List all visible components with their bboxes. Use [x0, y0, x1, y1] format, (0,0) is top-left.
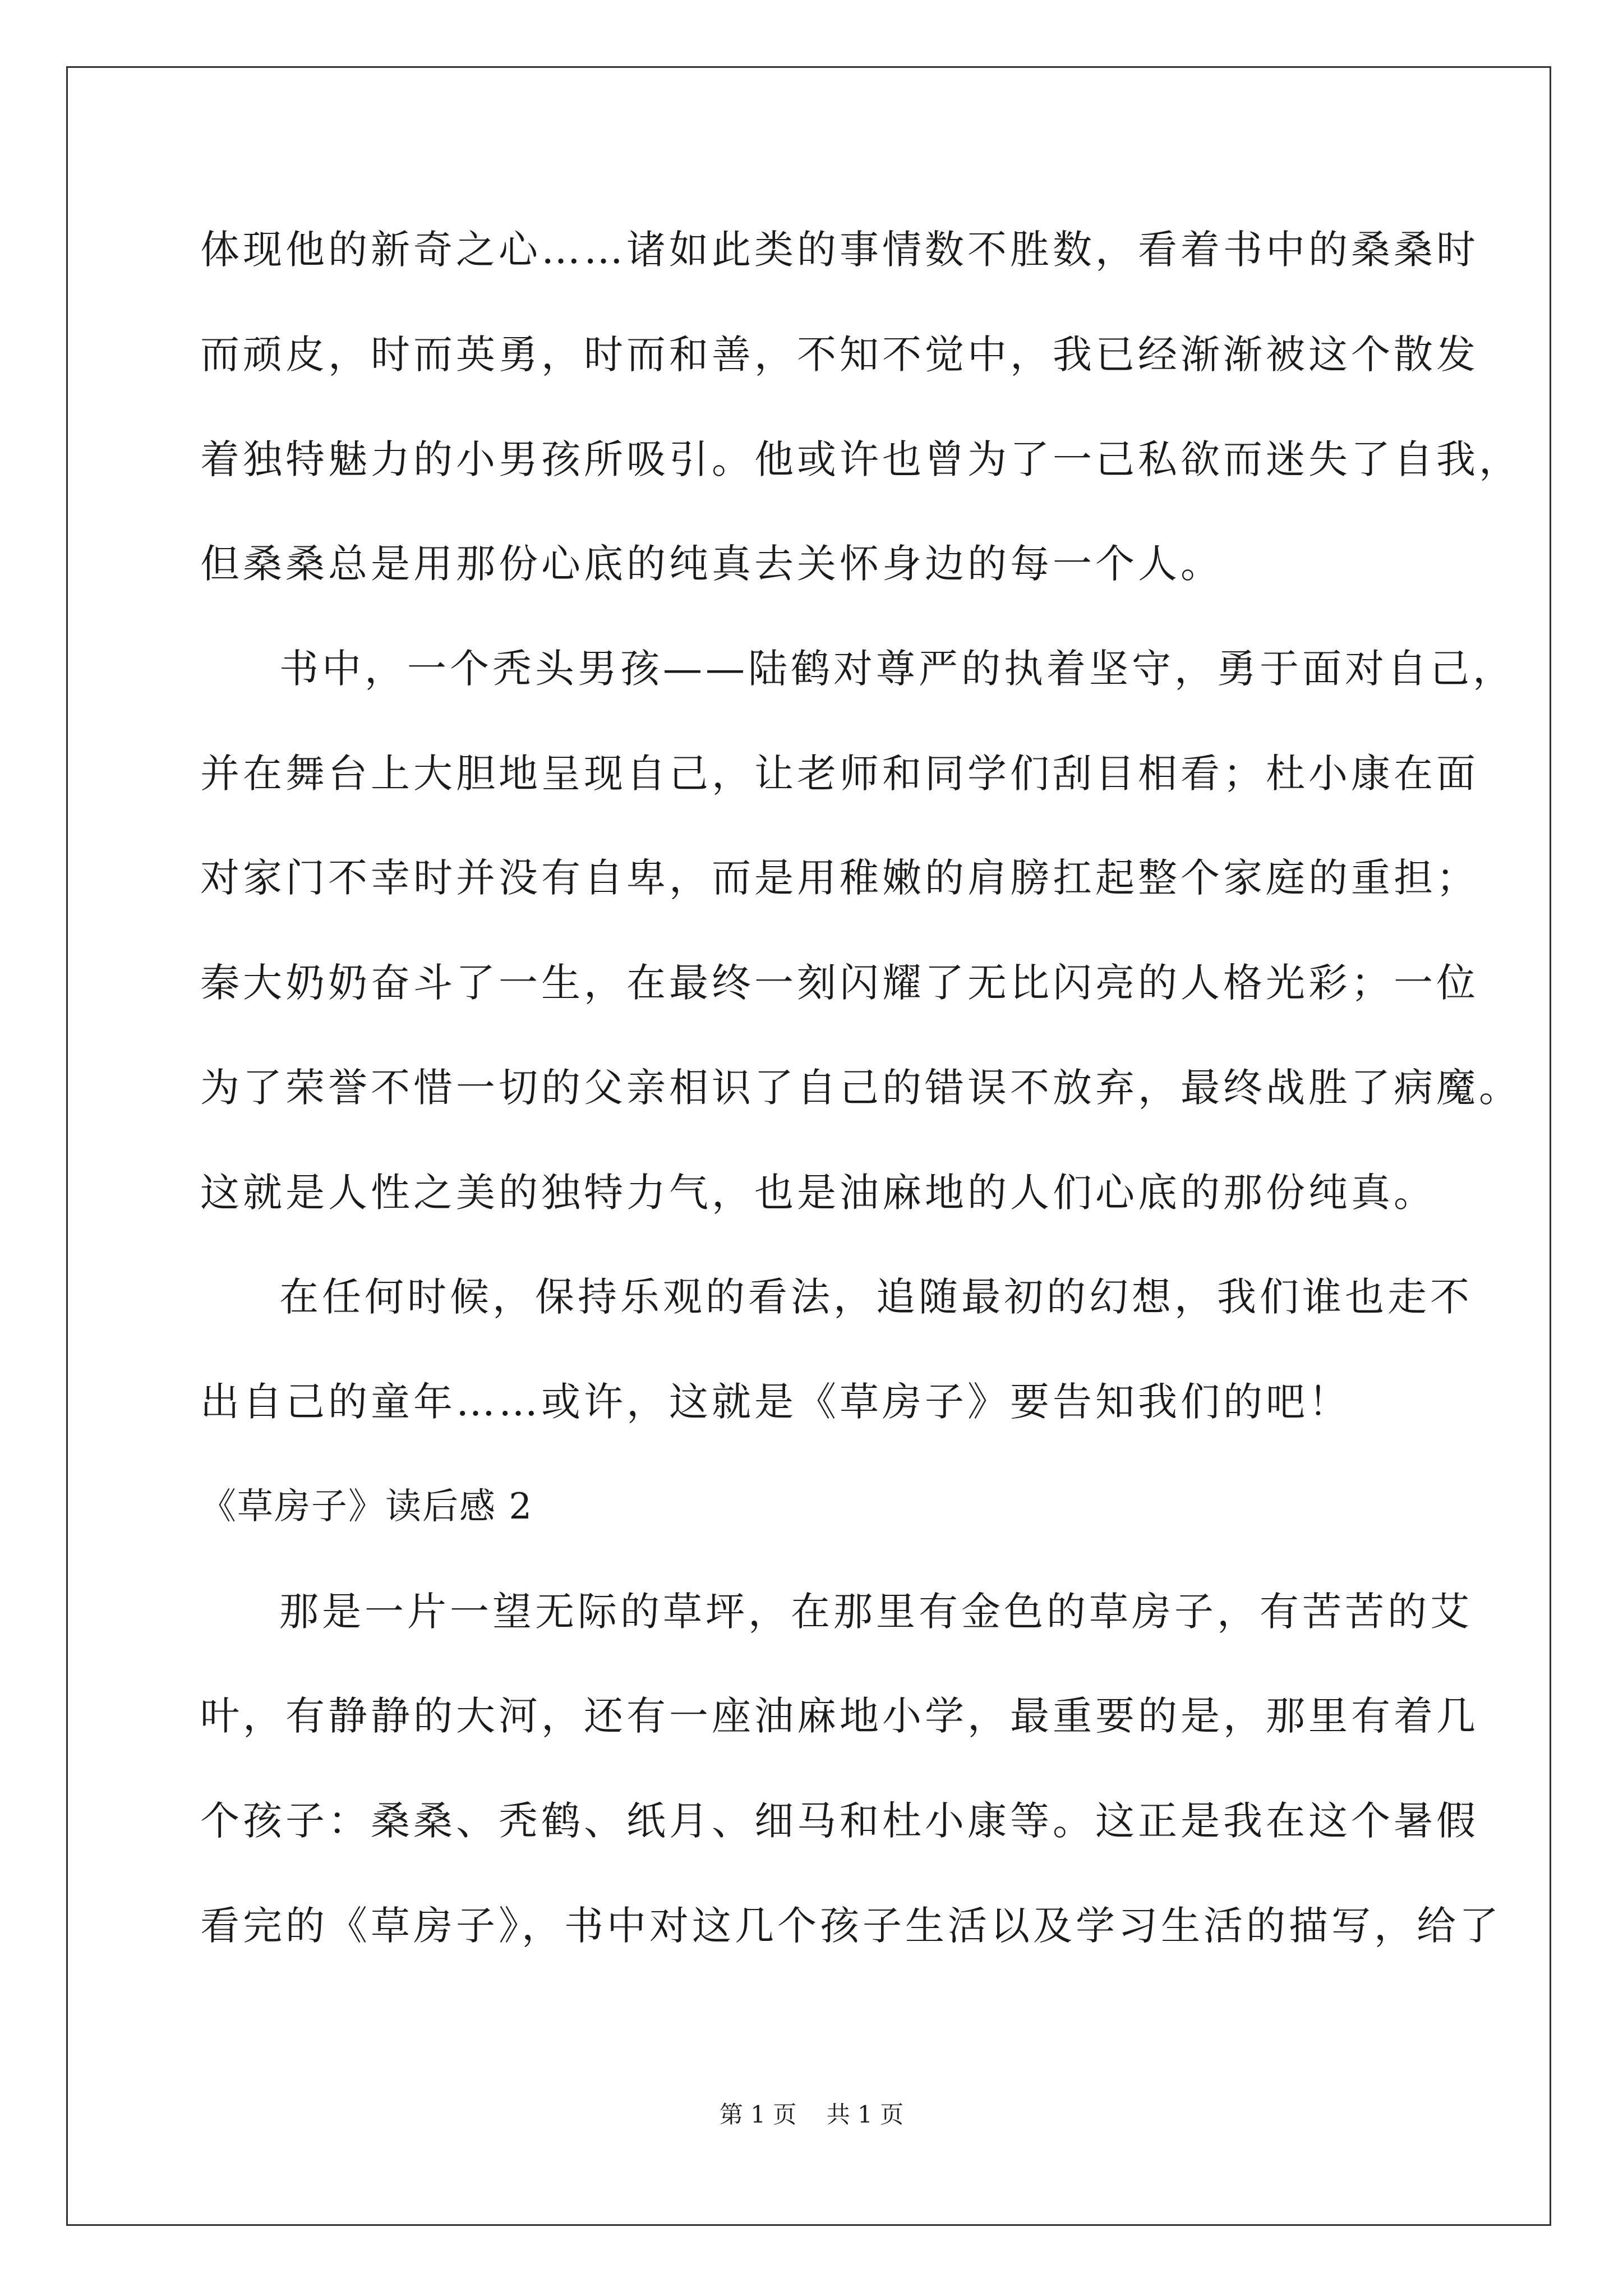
text-line: 个孩子：桑桑、秃鹤、纸月、细马和杜小康等。这正是我在这个暑假 [200, 1798, 1479, 1844]
text-line: 而顽皮，时而英勇，时而和善，不知不觉中，我已经渐渐被这个散发 [200, 332, 1479, 378]
text-line: 但桑桑总是用那份心底的纯真去关怀身边的每一个人。 [200, 541, 1223, 587]
text-line: 秦大奶奶奋斗了一生，在最终一刻闪耀了无比闪亮的人格光彩；一位 [200, 960, 1479, 1006]
page-number: 第 1 页 共 1 页 [719, 2101, 904, 2128]
text-line: 对家门不幸时并没有自卑，而是用稚嫩的肩膀扛起整个家庭的重担； [200, 855, 1479, 901]
text-line: 那是一片一望无际的草坪，在那里有金色的草房子，有苦苦的艾 [279, 1589, 1473, 1635]
section-heading: 《草房子》读后感 2 [200, 1486, 533, 1527]
text-line: 书中，一个秃头男孩——陆鹤对尊严的执着坚守，勇于面对自己， [279, 646, 1515, 692]
text-line: 为了荣誉不惜一切的父亲相识了自己的错误不放弃，最终战胜了病魔。 [200, 1065, 1521, 1111]
text-line: 看完的《草房子》，书中对这几个孩子生活以及学习生活的描写，给了 [200, 1903, 1502, 1949]
text-line: 体现他的新奇之心……诸如此类的事情数不胜数，看着书中的桑桑时 [200, 227, 1479, 273]
text-line: 这就是人性之美的独特力气，也是油麻地的人们心底的那份纯真。 [200, 1170, 1436, 1216]
text-line: 在任何时候，保持乐观的看法，追随最初的幻想，我们谁也走不 [279, 1274, 1473, 1320]
text-line: 着独特魅力的小男孩所吸引。他或许也曾为了一己私欲而迷失了自我， [200, 436, 1521, 482]
text-line: 出自己的童年……或许，这就是《草房子》要告知我们的吧！ [200, 1379, 1351, 1425]
text-line: 并在舞台上大胆地呈现自己，让老师和同学们刮目相看；杜小康在面 [200, 751, 1479, 797]
text-line: 叶，有静静的大河，还有一座油麻地小学，最重要的是，那里有着几 [200, 1693, 1479, 1739]
